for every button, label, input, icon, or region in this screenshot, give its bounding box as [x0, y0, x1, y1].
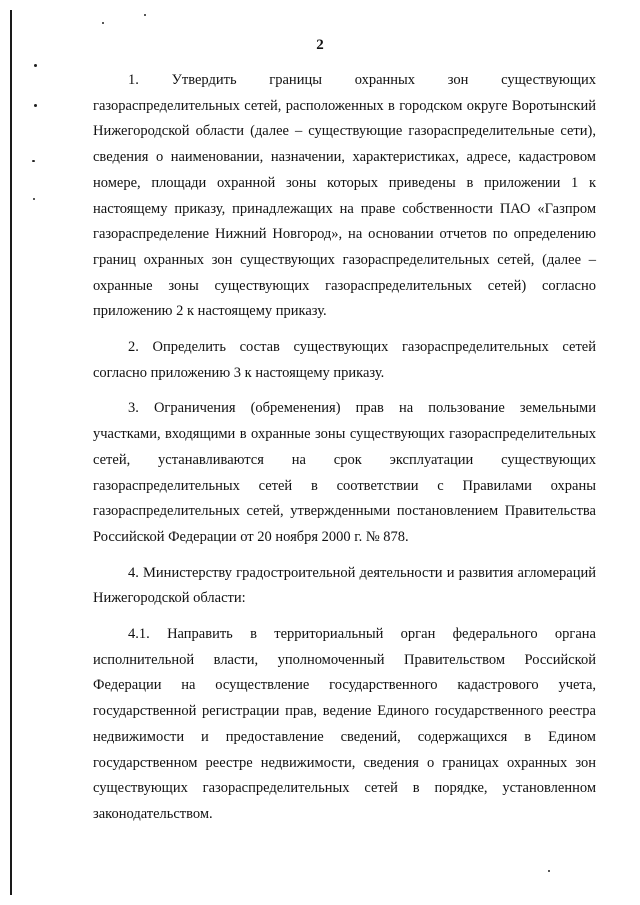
page-number: 2 [316, 37, 324, 53]
document-body [93, 68, 596, 838]
scan-speck [33, 198, 35, 200]
scan-speck [548, 870, 550, 872]
paragraph-2: 2. Определить состав существующих газораспределительных сетей согласно приложению 3 к настоящему приказу. [93, 339, 596, 381]
scan-speck [144, 14, 146, 16]
scan-left-edge [10, 10, 12, 895]
paragraph-4-1: 4.1. Направить в территориальный орган федерального органа исполнительной власти, уполномоченный Правительством Российской Федерации на осуществление государственного кадастрового учета, государственной регистрации прав, ведение Единого государственного реестра недвижимости и предоставление сведений, содержащихся в Едином государственном реестре недвижимости, сведения о границах охранных зон существующих газораспределительных сетей в порядке, установленном законодательством. [93, 626, 596, 822]
scan-speck [32, 160, 35, 162]
paragraph-3: 3. Ограничения (обременения) прав на пользование земельными участками, входящими в охранные зоны существующих газораспределительных сетей, устанавливаются на срок эксплуатации существующих газораспределительных сетей в соответствии с Правилами охраны газораспределительных сетей, утвержденными постановлением Правительства Российской Федерации от 20 ноября 2000 г. № 878. [93, 400, 596, 545]
scan-speck [34, 104, 37, 107]
paragraph-1: 1. Утвердить границы охранных зон существующих газораспределительных сетей, расположенных в городском округе Воротынский Нижегородской области (далее – существующие газораспределительные сети), сведения о наименовании, назначении, характеристиках, адресе, кадастровом номере, площади охранной зоны которых приведены в приложении 1 к настоящему приказу, принадлежащих на праве собственности ПАО «Газпром газораспределение Нижний Новгород», на основании отчетов по определению границ охранных зон существующих газораспределительных сетей, (далее – охранные зоны существующих газораспределительных сетей) согласно приложению 2 к настоящему приказу. [93, 72, 596, 320]
scan-speck [34, 64, 37, 67]
paragraph-4: 4. Министерству градостроительной деятельности и развития агломераций Нижегородской области: [93, 564, 596, 607]
scan-speck [102, 22, 104, 24]
